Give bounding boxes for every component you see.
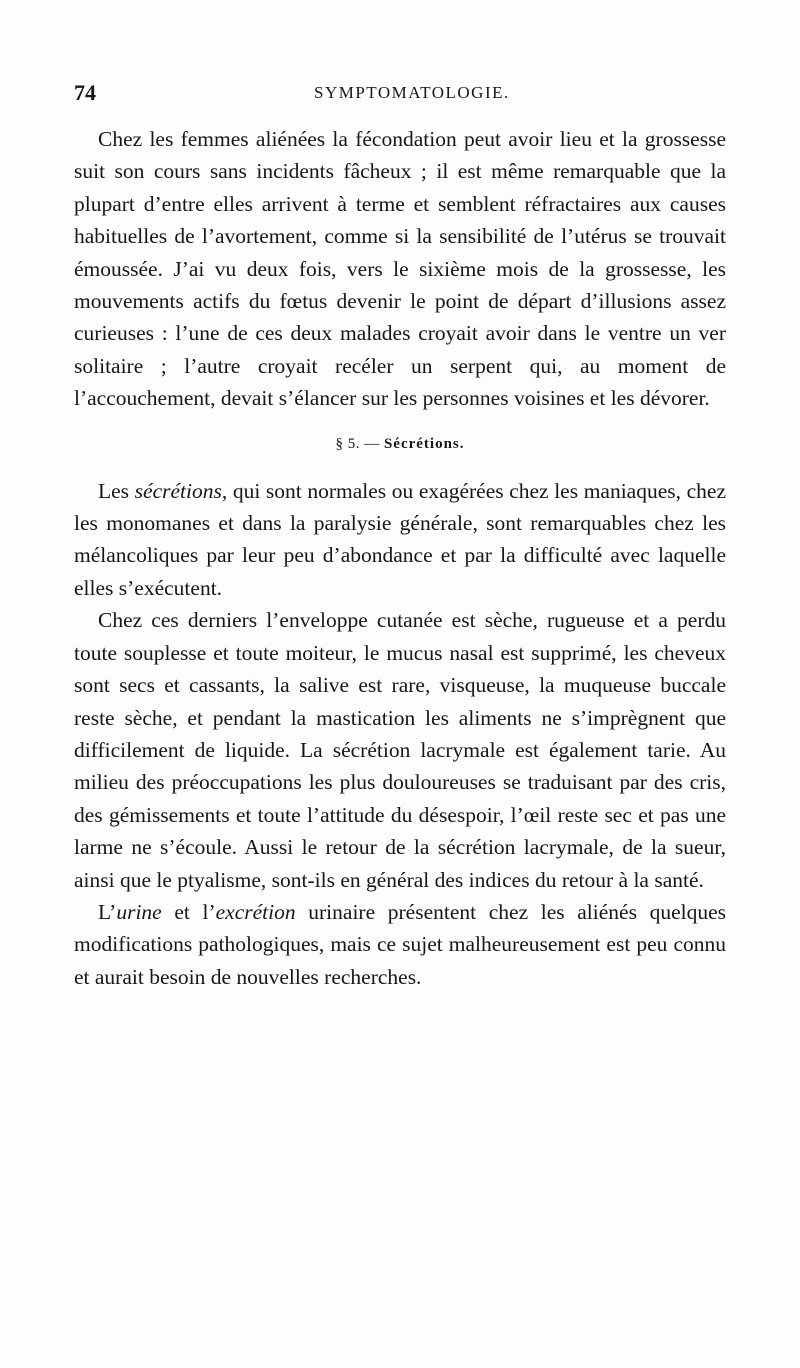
running-title: SYMPTOMATOLOGIE.: [314, 83, 510, 102]
page-header: [74, 80, 726, 112]
italic-term-urine: urine: [116, 899, 162, 924]
italic-term-excretion: excrétion: [215, 899, 296, 924]
paragraph-urine-article: L’: [98, 899, 117, 924]
page-body: [74, 123, 726, 993]
italic-term-secretions: sécrétions: [134, 478, 222, 503]
section-number: § 5. —: [335, 435, 380, 452]
paragraph-melancholics: Chez ces derniers l’enveloppe cutanée est sèche, rugueuse et a perdu toute souplesse et toute moiteur, le mucus nasal est supprimé, les cheveux sont secs et cassants, la salive est rare, visqueuse, la muqueuse buccale reste sèche, et pendant la mastication les aliments ne s’imprègnent que difficilement de liquide. La sécrétion lacrymale est également tarie. Au milieu des préoccupations les plus douloureuses se traduisant par des cris, des gémissements et toute l’attitude du désespoir, l’œil reste sec et pas une larme ne s’écoule. Aussi le retour de la sécrétion lacrymale, de la sueur, ainsi que le ptyalisme, sont-ils en général des indices du retour à la santé.: [74, 608, 726, 892]
section-heading: [74, 432, 726, 456]
page-number: 74: [74, 80, 96, 105]
paragraph-urine-connector: et l’: [161, 899, 216, 924]
paragraph-secretions-text: , qui sont normales ou exagérées chez les maniaques, chez les monomanes et dans la paralysie générale, sont remarquables chez les mélancoliques par leur peu d’abondance et par la difficulté avec laquelle elles s’exécutent.: [74, 478, 726, 600]
paragraph-secretions-article: Les: [98, 478, 135, 503]
paragraph-pregnancy: Chez les femmes aliénées la fécondation peut avoir lieu et la grossesse suit son cours sans incidents fâcheux ; il est même remarquable que la plupart d’entre elles arrivent à terme et semblent réfractaires aux causes habituelles de l’avortement, comme si la sensibilité de l’utérus se trouvait émoussée. J’ai vu deux fois, vers le sixième mois de la grossesse, les mouvements actifs du fœtus devenir le point de départ d’illusions assez curieuses : l’une de ces deux malades croyait avoir dans le ventre un ver solitaire ; l’autre croyait recéler un serpent qui, au moment de l’accouchement, devait s’élancer sur les personnes voisines et les dévorer.: [74, 127, 726, 411]
section-title: Sécrétions.: [383, 435, 465, 452]
paragraph-secretions: [74, 475, 726, 605]
paragraph-urine-text: urinaire présentent chez les aliénés quelques modifications pathologiques, mais ce sujet malheureusement est peu connu et aurait besoin de nouvelles recherches.: [74, 899, 726, 989]
paragraph-urine: [74, 896, 726, 993]
